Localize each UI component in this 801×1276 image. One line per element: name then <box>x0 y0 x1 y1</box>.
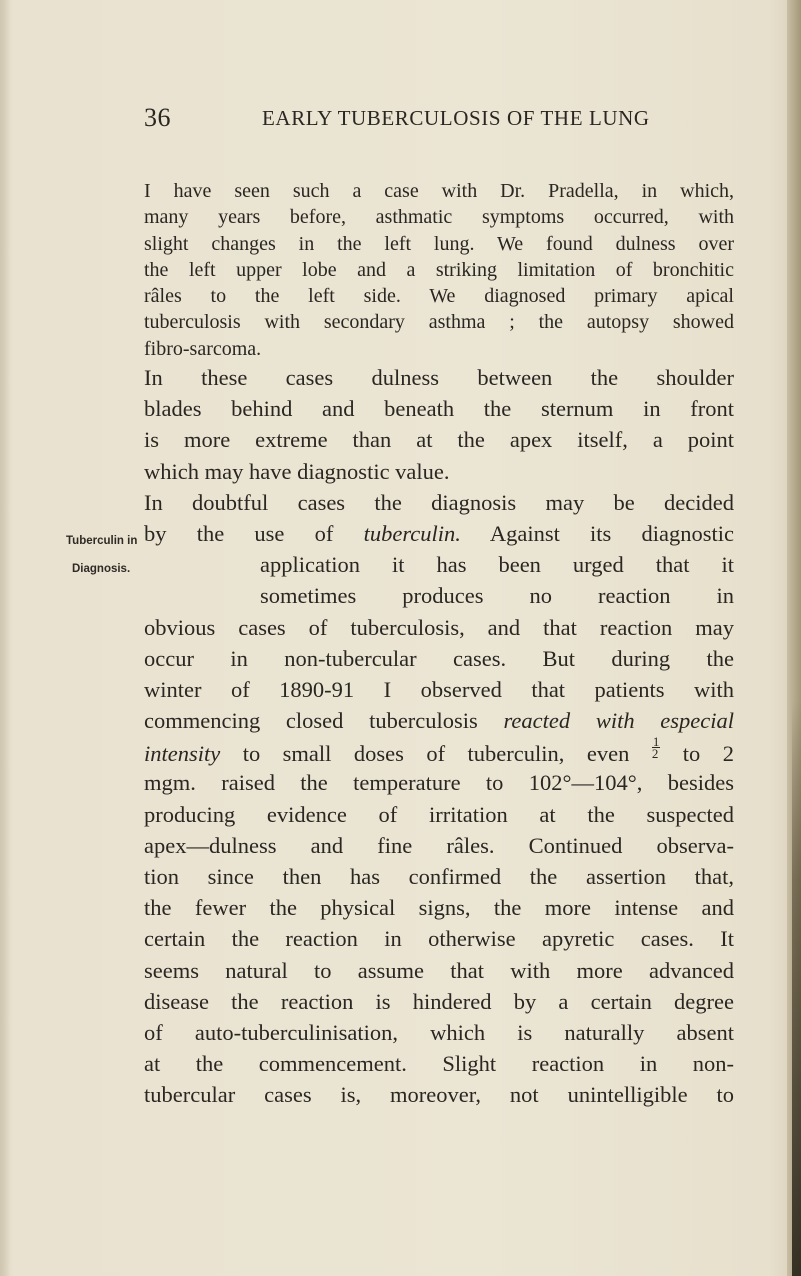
text-line: many years before, asthmatic symptoms occurred, with <box>144 206 734 229</box>
text-segment: by the use of <box>144 520 364 546</box>
running-head: EARLY TUBERCULOSIS OF THE LUNG <box>262 106 650 130</box>
text-line: I have seen such a case with Dr. Pradella, in which, <box>144 180 734 202</box>
text-line: sometimes produces no reaction in <box>260 583 734 609</box>
text-line: In these cases dulness between the shoulder <box>144 365 734 390</box>
text-line: seems natural to assume that with more advanced <box>144 957 734 983</box>
text-line: application it has been urged that it <box>260 552 734 578</box>
text-line: obvious cases of tuberculosis, and that reaction may <box>144 614 734 640</box>
text-line: winter of 1890-91 I observed that patients with <box>144 676 734 702</box>
paragraph-1 <box>144 178 734 362</box>
text-line: slight changes in the left lung. We found dulness over <box>144 232 734 255</box>
text-line-with-italic <box>144 705 734 736</box>
text-line-with-fraction <box>144 736 734 767</box>
italic-phrase: intensity <box>144 741 221 767</box>
fraction-denominator: 2 <box>651 746 659 762</box>
text-line: fibro-sarcoma. <box>144 337 262 360</box>
text-line: tuberculosis with secondary asthma ; the autopsy showed <box>144 311 734 334</box>
text-line: of auto-tuberculinisation, which is naturally absent <box>144 1019 734 1045</box>
text-segment: Against its diagnostic <box>460 520 734 546</box>
text-line: râles to the left side. We diagnosed primary apical <box>144 285 734 308</box>
text-line: is more extreme than at the apex itself, a point <box>144 427 734 453</box>
text-line: which may have diagnostic value. <box>144 458 450 484</box>
text-segment: to 2 <box>660 741 734 767</box>
text-line: tion since then has confirmed the assertion that, <box>144 864 734 889</box>
paragraphs-2-3 <box>144 362 734 1111</box>
margin-note-line: Diagnosis. <box>72 563 131 575</box>
margin-note-line: Tuberculin in <box>66 535 138 547</box>
gutter-shadow <box>0 0 10 1276</box>
text-line: mgm. raised the temperature to 102°—104°, besides <box>144 770 734 796</box>
text-line: disease the reaction is hindered by a certain degree <box>144 988 734 1014</box>
text-line-with-italic <box>144 518 734 549</box>
text-line: occur in non-tubercular cases. But during the <box>144 645 734 671</box>
text-line: the left upper lobe and a striking limitation of bronchitic <box>144 258 734 281</box>
text-segment: commencing closed tuberculosis <box>144 708 504 734</box>
page-number: 36 <box>144 103 171 132</box>
text-line: at the commencement. Slight reaction in non- <box>144 1051 734 1077</box>
italic-term: tuberculin. <box>363 520 461 546</box>
fraction-numerator: 1 <box>652 734 660 750</box>
text-line: producing evidence of irritation at the suspected <box>144 801 734 827</box>
page-edge-shadow <box>792 700 801 1276</box>
text-line: blades behind and beneath the sternum in front <box>144 396 734 422</box>
text-line: In doubtful cases the diagnosis may be decided <box>144 489 734 515</box>
text-segment: to small doses of tuberculin, even <box>220 741 652 767</box>
text-line: certain the reaction in otherwise apyretic cases. It <box>144 926 734 952</box>
page-header <box>144 103 704 139</box>
text-line: the fewer the physical signs, the more intense and <box>144 895 734 921</box>
text-line: tubercular cases is, moreover, not unintelligible to <box>144 1082 734 1108</box>
italic-phrase: reacted with especial <box>503 708 734 734</box>
margin-note <box>66 527 141 583</box>
text-line: apex—dulness and fine râles. Continued observa- <box>144 832 734 858</box>
